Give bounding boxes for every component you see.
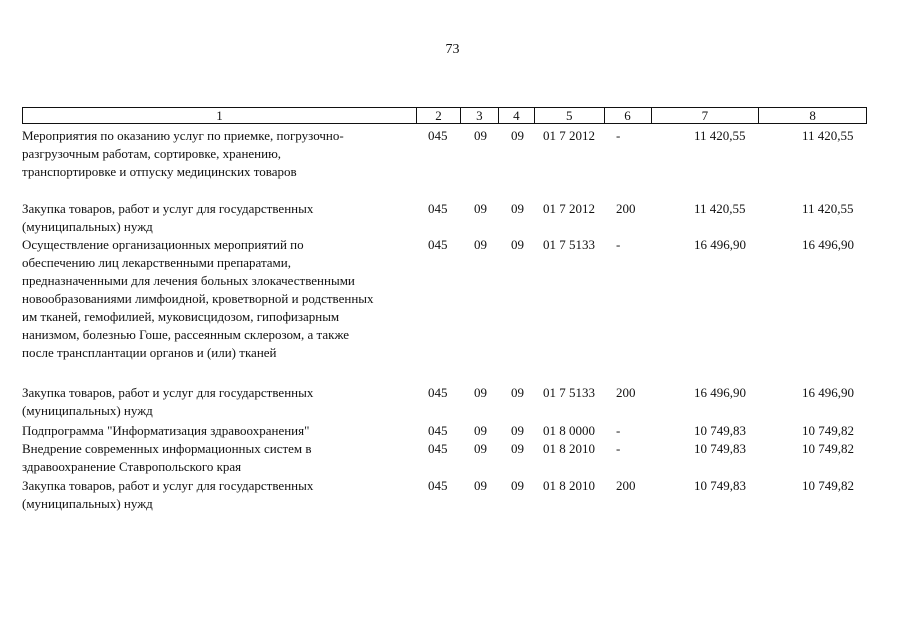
- row-code-2: 045: [428, 478, 448, 493]
- page-number: 73: [445, 42, 460, 57]
- row-code-2: 045: [428, 237, 448, 252]
- row-value-7: 10 749,83: [694, 441, 746, 456]
- row-code-4: 09: [511, 201, 524, 216]
- row-value-7: 11 420,55: [694, 128, 746, 143]
- row-description: Мероприятия по оказанию услуг по приемке, погрузочно- разгрузочным работам, сортировке, хранению, транспортировке и отпуску медицинских товаров: [22, 128, 344, 179]
- row-value-7: 10 749,83: [694, 478, 746, 493]
- header-col-3: 3: [460, 108, 498, 123]
- row-description: Осуществление организационных мероприятий по обеспечению лиц лекарственными препаратами, предназначенными для лечения больных злокачественными новообразованиями лимфоидной, кроветворной и родственных им тканей, гемофилией, муковисцидозом, гипофизарным нанизмом, болезнью Гоше, рассеянным склерозом, а также после трансплантации органов и (или) тканей: [22, 237, 374, 360]
- row-code-5: 01 8 0000: [543, 423, 595, 438]
- row-code-2: 045: [428, 201, 448, 216]
- row-code-2: 045: [428, 441, 448, 456]
- row-value-8: 10 749,82: [802, 441, 854, 456]
- row-value-8: 11 420,55: [802, 128, 854, 143]
- row-code-4: 09: [511, 128, 524, 143]
- row-code-6: 200: [616, 385, 636, 400]
- row-code-3: 09: [474, 423, 487, 438]
- row-code-3: 09: [474, 478, 487, 493]
- row-description: Закупка товаров, работ и услуг для государственных (муниципальных) нужд: [22, 385, 314, 418]
- row-value-7: 11 420,55: [694, 201, 746, 216]
- header-col-5: 5: [534, 108, 604, 123]
- row-code-5: 01 7 5133: [543, 237, 595, 252]
- row-description: Закупка товаров, работ и услуг для государственных (муниципальных) нужд: [22, 478, 314, 511]
- header-col-1: 1: [216, 108, 223, 123]
- row-code-5: 01 7 2012: [543, 201, 595, 216]
- header-col-4: 4: [498, 108, 534, 123]
- row-value-8: 16 496,90: [802, 237, 854, 252]
- row-code-4: 09: [511, 478, 524, 493]
- row-code-5: 01 8 2010: [543, 441, 595, 456]
- row-code-4: 09: [511, 237, 524, 252]
- row-code-6: 200: [616, 201, 636, 216]
- row-value-8: 10 749,82: [802, 423, 854, 438]
- row-value-8: 16 496,90: [802, 385, 854, 400]
- row-code-6: 200: [616, 478, 636, 493]
- row-code-6: -: [616, 441, 621, 456]
- header-col-7: 7: [651, 108, 759, 123]
- row-code-5: 01 7 5133: [543, 385, 595, 400]
- row-code-4: 09: [511, 385, 524, 400]
- row-value-7: 16 496,90: [694, 385, 746, 400]
- row-code-4: 09: [511, 423, 524, 438]
- row-code-3: 09: [474, 441, 487, 456]
- row-code-6: -: [616, 423, 621, 438]
- row-code-4: 09: [511, 441, 524, 456]
- row-code-2: 045: [428, 423, 448, 438]
- row-description: Подпрограмма "Информатизация здравоохранения": [22, 423, 310, 438]
- table-header: [22, 107, 867, 124]
- row-code-2: 045: [428, 128, 448, 143]
- row-code-3: 09: [474, 385, 487, 400]
- row-code-3: 09: [474, 128, 487, 143]
- header-col-2: 2: [416, 108, 460, 123]
- row-value-8: 11 420,55: [802, 201, 854, 216]
- row-value-8: 10 749,82: [802, 478, 854, 493]
- row-code-3: 09: [474, 201, 487, 216]
- row-code-2: 045: [428, 385, 448, 400]
- row-code-5: 01 7 2012: [543, 128, 595, 143]
- header-col-8: 8: [758, 108, 866, 123]
- row-value-7: 10 749,83: [694, 423, 746, 438]
- row-value-7: 16 496,90: [694, 237, 746, 252]
- row-code-5: 01 8 2010: [543, 478, 595, 493]
- row-code-6: -: [616, 128, 621, 143]
- header-col-6: 6: [604, 108, 651, 123]
- row-description: Закупка товаров, работ и услуг для государственных (муниципальных) нужд: [22, 201, 314, 234]
- row-code-3: 09: [474, 237, 487, 252]
- row-description: Внедрение современных информационных систем в здравоохранение Ставропольского края: [22, 441, 312, 474]
- row-code-6: -: [616, 237, 621, 252]
